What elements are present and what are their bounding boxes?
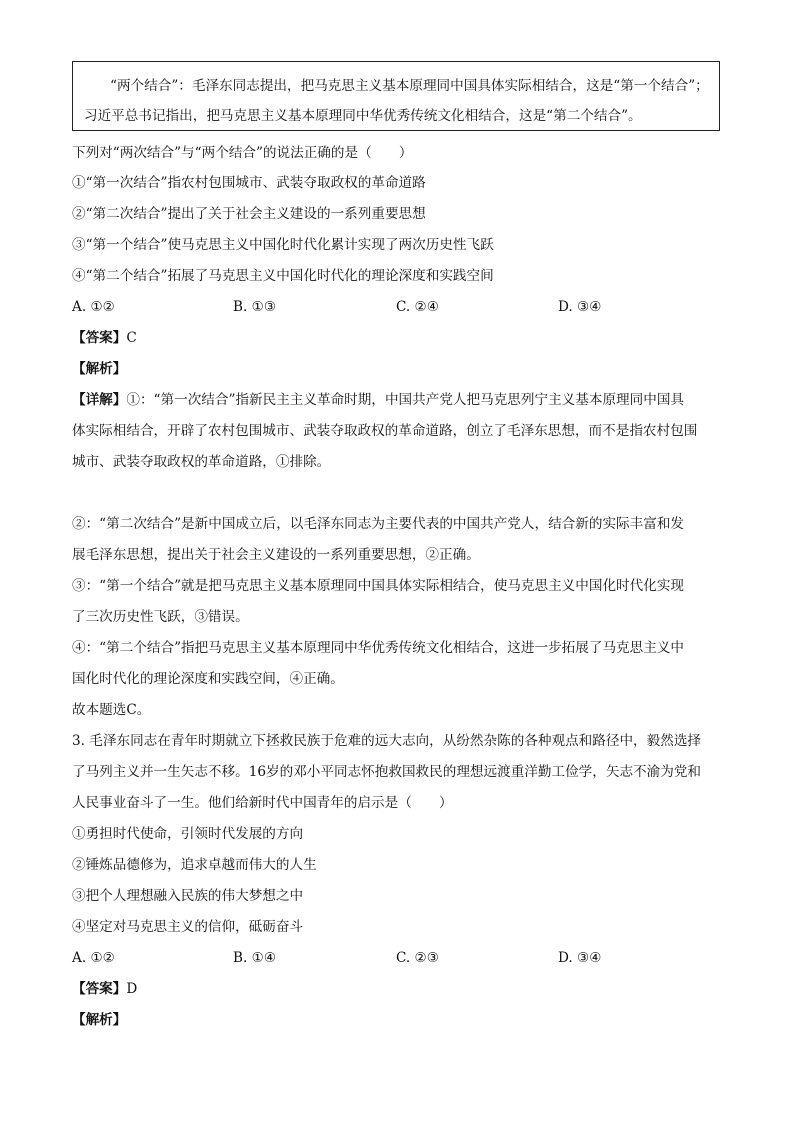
q3-option-d: D. ③④ <box>558 950 602 966</box>
statement-2: ②“第二次结合”提出了关于社会主义建设的一系列重要思想 <box>72 206 426 222</box>
option-a: A. ①② <box>72 299 115 315</box>
quote-text: “两个结合”：毛泽东同志提出，把马克思主义基本原理同中国具体实际相结合，这是“第一个结合”；习近平总书记指出，把马克思主义基本原理同中华优秀传统文化相结合，这是“第二个结合”。 <box>84 78 709 124</box>
detail-line-2: 体实际相结合，开辟了农村包围城市、武装夺取政权的革命道路，创立了毛泽东思想，而不是指农村包围 <box>72 423 698 439</box>
question-stem: 下列对“两次结合”与“两个结合”的说法正确的是（ ） <box>72 145 413 161</box>
q3-stem-line-1: 3. 毛泽东同志在青年时期就立下拯救民族于危难的远大志向，从纷然杂陈的各种观点和路径中，毅然选择 <box>72 733 702 749</box>
detail-line-5: 展毛泽东思想，提出关于社会主义建设的一系列重要思想，②正确。 <box>72 547 480 563</box>
q3-option-a: A. ①② <box>72 950 115 966</box>
analysis-label: 【解析】 <box>72 361 127 377</box>
detail-line-4: ②：“第二次结合”是新中国成立后，以毛泽东同志为主要代表的中国共产党人，结合新的实际丰富和发 <box>72 516 685 532</box>
option-d: D. ③④ <box>558 299 602 315</box>
detail-label: 【详解】 <box>72 392 127 408</box>
q3-analysis-label: 【解析】 <box>72 1012 127 1028</box>
q3-statement-3: ③把个人理想融入民族的伟大梦想之中 <box>72 888 304 904</box>
q3-stem-line-3: 人民事业奋斗了一生。他们给新时代中国青年的启示是（ ） <box>72 795 453 811</box>
detail-line-10: 故本题选C。 <box>72 702 151 718</box>
answer-label: 【答案】 <box>72 330 127 346</box>
q3-statement-1: ①勇担时代使命，引领时代发展的方向 <box>72 826 304 842</box>
answer-line <box>72 328 137 348</box>
detail-line-3: 城市、武装夺取政权的革命道路，①排除。 <box>72 454 331 470</box>
detail-line-7: 了三次历史性飞跃，③错误。 <box>72 609 249 625</box>
q3-answer-label: 【答案】 <box>72 981 127 997</box>
option-b: B. ①③ <box>233 299 277 315</box>
quote-box <box>72 61 720 131</box>
detail-line-1: 【详解】①：“第一次结合”指新民主主义革命时期，中国共产党人把马克思列宁主义基本原理同中国具 <box>72 392 685 408</box>
q3-answer-line <box>72 979 137 999</box>
q3-statement-4: ④坚定对马克思主义的信仰，砥砺奋斗 <box>72 919 304 935</box>
answer-value: C <box>126 330 137 346</box>
statement-4: ④“第二个结合”拓展了马克思主义中国化时代化的理论深度和实践空间 <box>72 268 494 284</box>
option-c: C. ②④ <box>396 299 439 315</box>
q3-answer-value: D <box>126 981 138 997</box>
q3-option-c: C. ②③ <box>396 950 439 966</box>
q3-option-b: B. ①④ <box>233 950 277 966</box>
statement-1: ①“第一次结合”指农村包围城市、武装夺取政权的革命道路 <box>72 175 426 191</box>
detail-line-6: ③：“第一个结合”就是把马克思主义基本原理同中国具体实际相结合，使马克思主义中国化时代化实现 <box>72 578 685 594</box>
statement-3: ③“第一个结合”使马克思主义中国化时代化累计实现了两次历史性飞跃 <box>72 237 494 253</box>
detail-line-8: ④：“第二个结合”指把马克思主义基本原理同中华优秀传统文化相结合，这进一步拓展了马克思主义中 <box>72 640 685 656</box>
q3-statement-2: ②锤炼品德修为，追求卓越而伟大的人生 <box>72 857 317 873</box>
detail-line-9: 国化时代化的理论深度和实践空间，④正确。 <box>72 671 344 687</box>
q3-stem-line-2: 了马列主义并一生矢志不移。16岁的邓小平同志怀抱救国救民的理想远渡重洋勤工俭学，矢志不渝为党和 <box>72 764 702 780</box>
